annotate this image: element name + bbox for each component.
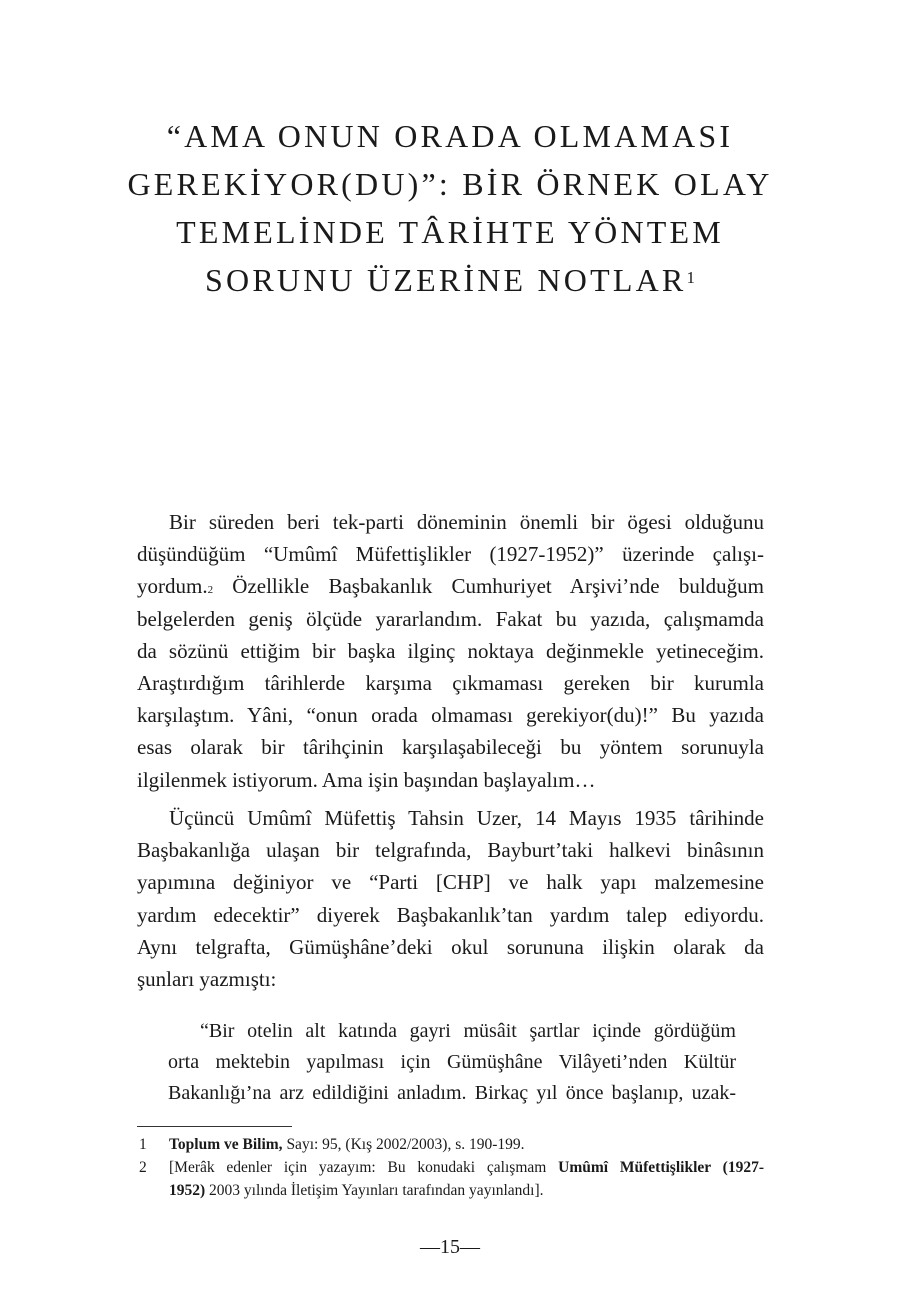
block-quote <box>168 1016 736 1109</box>
footnotes <box>137 1133 764 1202</box>
quote-line: “Bir otelin alt katında gayri müsâit şartlar içinde gördüğüm <box>200 1020 736 1042</box>
body-paragraph <box>137 802 764 995</box>
text-line: esas olarak bir târihçinin karşılaşabileceği bu yöntem sorunuyla <box>137 735 764 760</box>
footnote-reference[interactable]: 2 <box>207 584 214 597</box>
quote-line: orta mektebin yapılması için Gümüşhâne Vilâyeti’nden Kültür <box>168 1051 736 1073</box>
text-line: yapımına değiniyor ve “Parti [CHP] ve halk yapı malzemesine <box>137 870 764 895</box>
title-line: “AMA ONUN ORADA OLMAMASI <box>166 118 734 154</box>
title-line: SORUNU ÜZERİNE NOTLAR$^1$ <box>205 262 695 298</box>
footnote-reference[interactable]: 1 <box>686 268 695 287</box>
footnote-number: 1 <box>139 1136 147 1153</box>
text-line: Başbakanlığa ulaşan bir telgrafında, Bayburt’taki halkevi binâsının <box>137 838 764 863</box>
page-number: —15— <box>420 1236 480 1258</box>
footnote <box>137 1156 764 1202</box>
text-line: düşündüğüm “Umûmî Müfettişlikler (1927-1952)” üzerinde çalışı- <box>137 542 764 567</box>
text-line: da sözünü ettiğim bir başka ilginç noktaya değinmekle yetineceğim. <box>137 638 764 663</box>
text-line: belgelerden geniş ölçüde yararlandım. Fakat bu yazıda, çalışmamda <box>137 606 764 631</box>
text-line: karşılaştım. Yâni, “onun orada olmaması gerekiyor(du)!” Bu yazıda <box>137 703 764 728</box>
chapter-title <box>100 112 800 304</box>
text-line: Üçüncü Umûmî Müfettiş Tahsin Uzer, 14 Mayıs 1935 târihinde <box>169 806 764 830</box>
title-line: TEMELİNDE TÂRİHTE YÖNTEM <box>176 214 724 250</box>
footnote <box>137 1133 764 1156</box>
text-line: Araştırdığım târihlerde karşıma çıkmaması gereken bir kurumla <box>137 670 764 695</box>
title-line: GEREKİYOR(DU)”: BİR ÖRNEK OLAY <box>127 166 773 202</box>
text-line: ilgilenmek istiyorum. Ama işin başından başlayalım… <box>137 767 596 792</box>
footnote-text: [Merâk edenler için yazayım: Bu konudaki çalışmam Umûmî Müfettişlikler (1927- <box>169 1159 764 1176</box>
text-line: şunları yazmıştı: <box>137 966 277 991</box>
footnote-number: 2 <box>139 1159 147 1176</box>
footnote-divider <box>137 1126 292 1127</box>
text-line: yardım edecektir” diyerek Başbakanlık’tan yardım talep ediyordu. <box>137 902 764 927</box>
body-paragraph <box>137 506 764 796</box>
text-line: yordum.$^2$ Özellikle Başbakanlık Cumhuriyet Arşivi’nde bulduğum <box>137 574 764 599</box>
text-line: Aynı telgrafta, Gümüşhâne’deki okul sorununa ilişkin olarak da <box>137 934 764 959</box>
footnote-text: Toplum ve Bilim, Sayı: 95, (Kış 2002/2003), s. 190-199. <box>169 1136 525 1153</box>
text-line: Bir süreden beri tek-parti döneminin önemli bir ögesi olduğunu <box>169 510 764 534</box>
footnote-text: 1952) 2003 yılında İletişim Yayınları tarafından yayınlandı]. <box>169 1182 544 1199</box>
quote-line: Bakanlığı’na arz edildiğini anladım. Birkaç yıl önce başlanıp, uzak- <box>168 1082 736 1104</box>
